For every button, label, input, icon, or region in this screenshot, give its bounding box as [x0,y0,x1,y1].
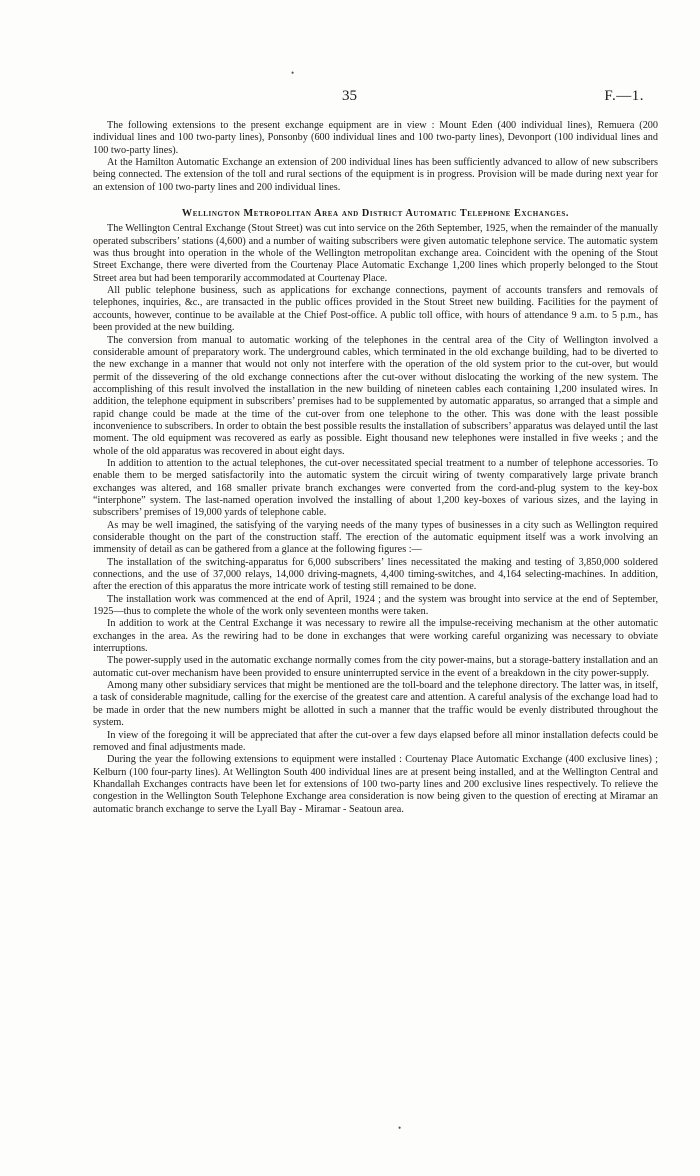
paragraph: Among many other subsidiary services that might be mentioned are the toll-board and the telephone directory. The latter was, in itself, a task of considerable magnitude, calling for the exercise of the greatest care and attention. A careful analysis of the exchange load had to be made in order that the new numbers might be allotted in such a manner that the traffic would be evenly distributed throughout the system. [93,680,658,729]
paragraph-intro-1: The following extensions to the present exchange equipment are in view : Mount Eden (400 individual lines), Remuera (200 individual lines and 100 two-party lines), Ponsonby (600 individual lines and 100 two-party lines), Devonport (100 individual lines and 100 two-party lines). [93,120,658,156]
stray-mark-bottom: • [398,1123,402,1133]
paragraph: The conversion from manual to automatic working of the telephones in the central area of the City of Wellington involved a considerable amount of preparatory work. The underground cables, which terminated in the old exchange building, had to be diverted to the new exchange in a manner that would not only not interfere with the operation of the old system prior to the cut-over, but would permit of the dissevering of the old exchange connections after the cut-over without dislocating the working of the new system. The accomplishing of this result involved the installation in the new building of nineteen cables each containing 1,200 insulated wires. In addition, the telephone equipment in subscribers’ premises had to be supplemented by automatic apparatus, so arranged that a simple and rapid change could be made at the time of the cut-over from one telephone to the other. This was done with the least possible inconvenience to subscribers. In order to obtain the best possible results the installation of subscribers’ apparatus was delayed until the last moment. The old equipment was recovered as early as possible. Eight thousand new telephones were installed in five weeks ; and the whole of the old apparatus was recovered in about eight days. [93,334,658,457]
page-number: 35 [342,88,357,104]
page-header [0,88,700,108]
stray-mark-top: • [291,68,295,78]
paragraph: The installation work was commenced at the end of April, 1924 ; and the system was brought into service at the end of September, 1925—thus to complete the whole of the work only seventeen months were taken. [93,593,658,618]
paragraph: During the year the following extensions to equipment were installed : Courtenay Place Automatic Exchange (400 exclusive lines) ; Kelburn (100 four-party lines). At Wellington South 400 individual lines are at present being installed, and at the Wellington Central and Khandallah Exchanges contracts have been let for extensions of 100 two-party lines and 200 exclusive lines respectively. To relieve the congestion in the Wellington South Telephone Exchange area consideration is now being given to the question of erecting at Miramar an automatic branch exchange to serve the Lyall Bay - Miramar - Seatoun area. [93,754,658,815]
section-identifier: F.—1. [604,88,644,104]
body-text [93,120,658,816]
paragraph: The Wellington Central Exchange (Stout Street) was cut into service on the 26th September, 1925, when the remainder of the manually operated subscribers’ stations (4,600) and a number of waiting subscribers were given automatic telephone service. The automatic system was thus brought into operation in the whole of the Wellington metropolitan exchange area. Coincident with the opening of the Stout Street Exchange, there were diverted from the Courtenay Place Automatic Exchange 1,200 lines which properly belonged to the Stout Street area but had been temporarily accommodated at Courtenay Place. [93,223,658,284]
paragraph: All public telephone business, such as applications for exchange connections, payment of accounts transfers and removals of telephones, inquiries, &c., are transacted in the public offices provided in the Stout Street new building. Facilities for the payment of accounts, however, continue to be available at the Chief Post-office. A public toll office, with hours of attendance 9 a.m. to 5 p.m., has been provided at the new building. [93,285,658,334]
paragraph: The installation of the switching-apparatus for 6,000 subscribers’ lines necessitated the making and testing of 3,850,000 soldered connections, and the use of 37,000 relays, 14,000 driving-magnets, 4,400 timing-switches, and 4,164 selecting-machines. In addition, after the erection of this apparatus the more intricate work of testing still remained to be done. [93,556,658,593]
paragraph: In addition to attention to the actual telephones, the cut-over necessitated special treatment to a number of telephone accessories. To enable them to be merged satisfactorily into the automatic system the circuit wiring of twenty comparatively large private branch exchanges was altered, and 168 smaller private branch exchanges were converted from the cord-and-plug system to the key-box “interphone” system. The last-named operation involved the installing of about 1,200 key-boxes of various sizes, and the laying in subscribers’ premises of 19,000 yards of telephone cable. [93,457,658,519]
paragraph-intro-2: At the Hamilton Automatic Exchange an extension of 200 individual lines has been sufficiently advanced to allow of new subscribers being connected. The extension of the toll and rural sections of the equipment is in progress. Provision will be made during next year for an extension of 100 two-party lines and 200 individual lines. [93,157,658,193]
section-heading: Wellington Metropolitan Area and District Automatic Telephone Exchanges. [181,208,570,220]
paragraph: The power-supply used in the automatic exchange normally comes from the city power-mains, but a storage-battery installation and an automatic cut-over mechanism have been provided to ensure uninterrupted service in the event of a breakdown in the city power-supply. [93,655,658,679]
paragraph: As may be well imagined, the satisfying of the varying needs of the many types of businesses in a city such as Wellington required considerable thought on the part of the construction staff. The erection of the automatic equipment itself was a work involving an immensity of detail as can be gathered from a glance at the following figures :— [93,519,658,556]
paragraph: In view of the foregoing it will be appreciated that after the cut-over a few days elapsed before all minor installation defects could be removed and final adjustments made. [93,729,658,753]
paragraph: In addition to work at the Central Exchange it was necessary to rewire all the impulse-receiving mechanism at the other automatic exchanges in the area. As the rewiring had to be done in exchanges that were working careful organizing was necessary to obviate interruptions. [93,618,658,655]
